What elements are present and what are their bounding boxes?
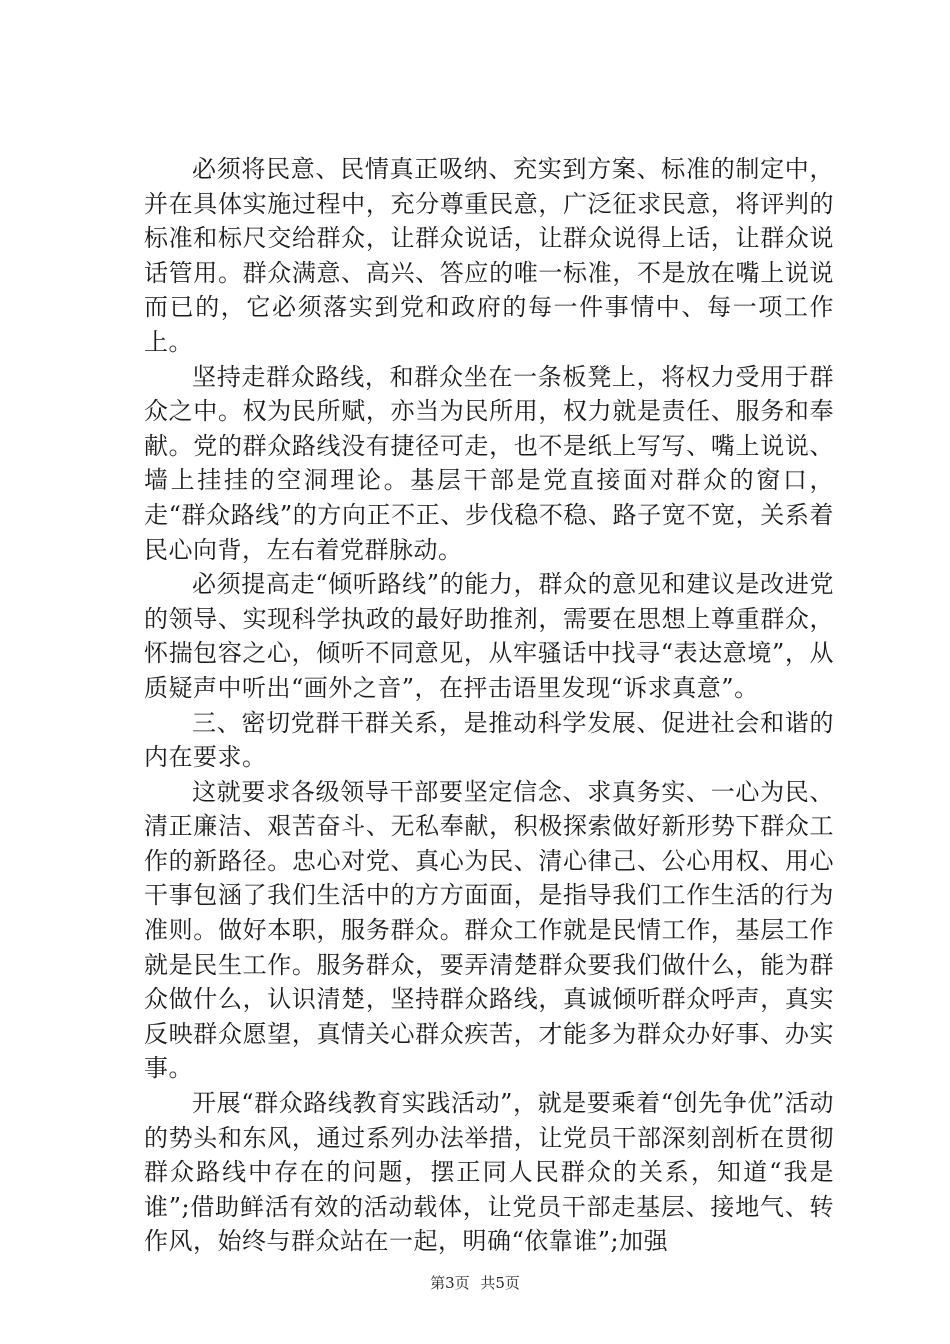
page-total: 共5页 (480, 1274, 520, 1292)
paragraph: 必须提高走“倾听路线”的能力，群众的意见和建议是改进党的领导、实现科学执政的最好助推剂，需要在思想上尊重群众，怀揣包容之心，倾听不同意见，从牢骚话中找寻“表达意境”，从质疑声中听出“画外之音”，在抨击语里发现“诉求真意”。 (144, 570, 834, 702)
paragraph: 坚持走群众路线，和群众坐在一条板凳上，将权力受用于群众之中。权为民所赋，亦当为民所用，权力就是责任、服务和奉献。党的群众路线没有捷径可走，也不是纸上写写、嘴上说说、墙上挂挂的空洞理论。基层干部是党直接面对群众的窗口，走“群众路线”的方向正不正、步伐稳不稳、路子宽不宽，关系着民心向背，左右着党群脉动。 (144, 362, 834, 564)
document-body (144, 152, 834, 1259)
paragraph: 这就要求各级领导干部要坚定信念、求真务实、一心为民、清正廉洁、艰苦奋斗、无私奉献，积极探索做好新形势下群众工作的新路径。忠心对党、真心为民、清心律己、公心用权、用心干事包涵了我们生活中的方方面面，是指导我们工作生活的行为准则。做好本职，服务群众。群众工作就是民情工作，基层工作就是民生工作。服务群众，要弄清楚群众要我们做什么，能为群众做什么，认识清楚，坚持群众路线，真诚倾听群众呼声，真实反映群众愿望，真情关心群众疾苦，才能多为群众办好事、办实事。 (144, 777, 834, 1083)
paragraph: 必须将民意、民情真正吸纳、充实到方案、标准的制定中，并在具体实施过程中，充分尊重民意，广泛征求民意，将评判的标准和标尺交给群众，让群众说话，让群众说得上话，让群众说话管用。群众满意、高兴、答应的唯一标准，不是放在嘴上说说而已的，它必须落实到党和政府的每一件事情中、每一项工作上。 (144, 155, 834, 356)
page-number: 第3页 (430, 1274, 470, 1292)
section-heading: 三、密切党群干群关系，是推动科学发展、促进社会和谐的内在要求。 (144, 708, 834, 772)
paragraph: 开展“群众路线教育实践活动”，就是要乘着“创先争优”活动的势头和东风，通过系列办法举措，让党员干部深刻剖析在贯彻群众路线中存在的问题，摆正同人民群众的关系，知道“我是谁”;借助鲜活有效的活动载体，让党员干部走基层、接地气、转作风，始终与群众站在一起，明确“依靠谁”;加强 (144, 1089, 834, 1256)
page-footer (0, 1272, 950, 1293)
